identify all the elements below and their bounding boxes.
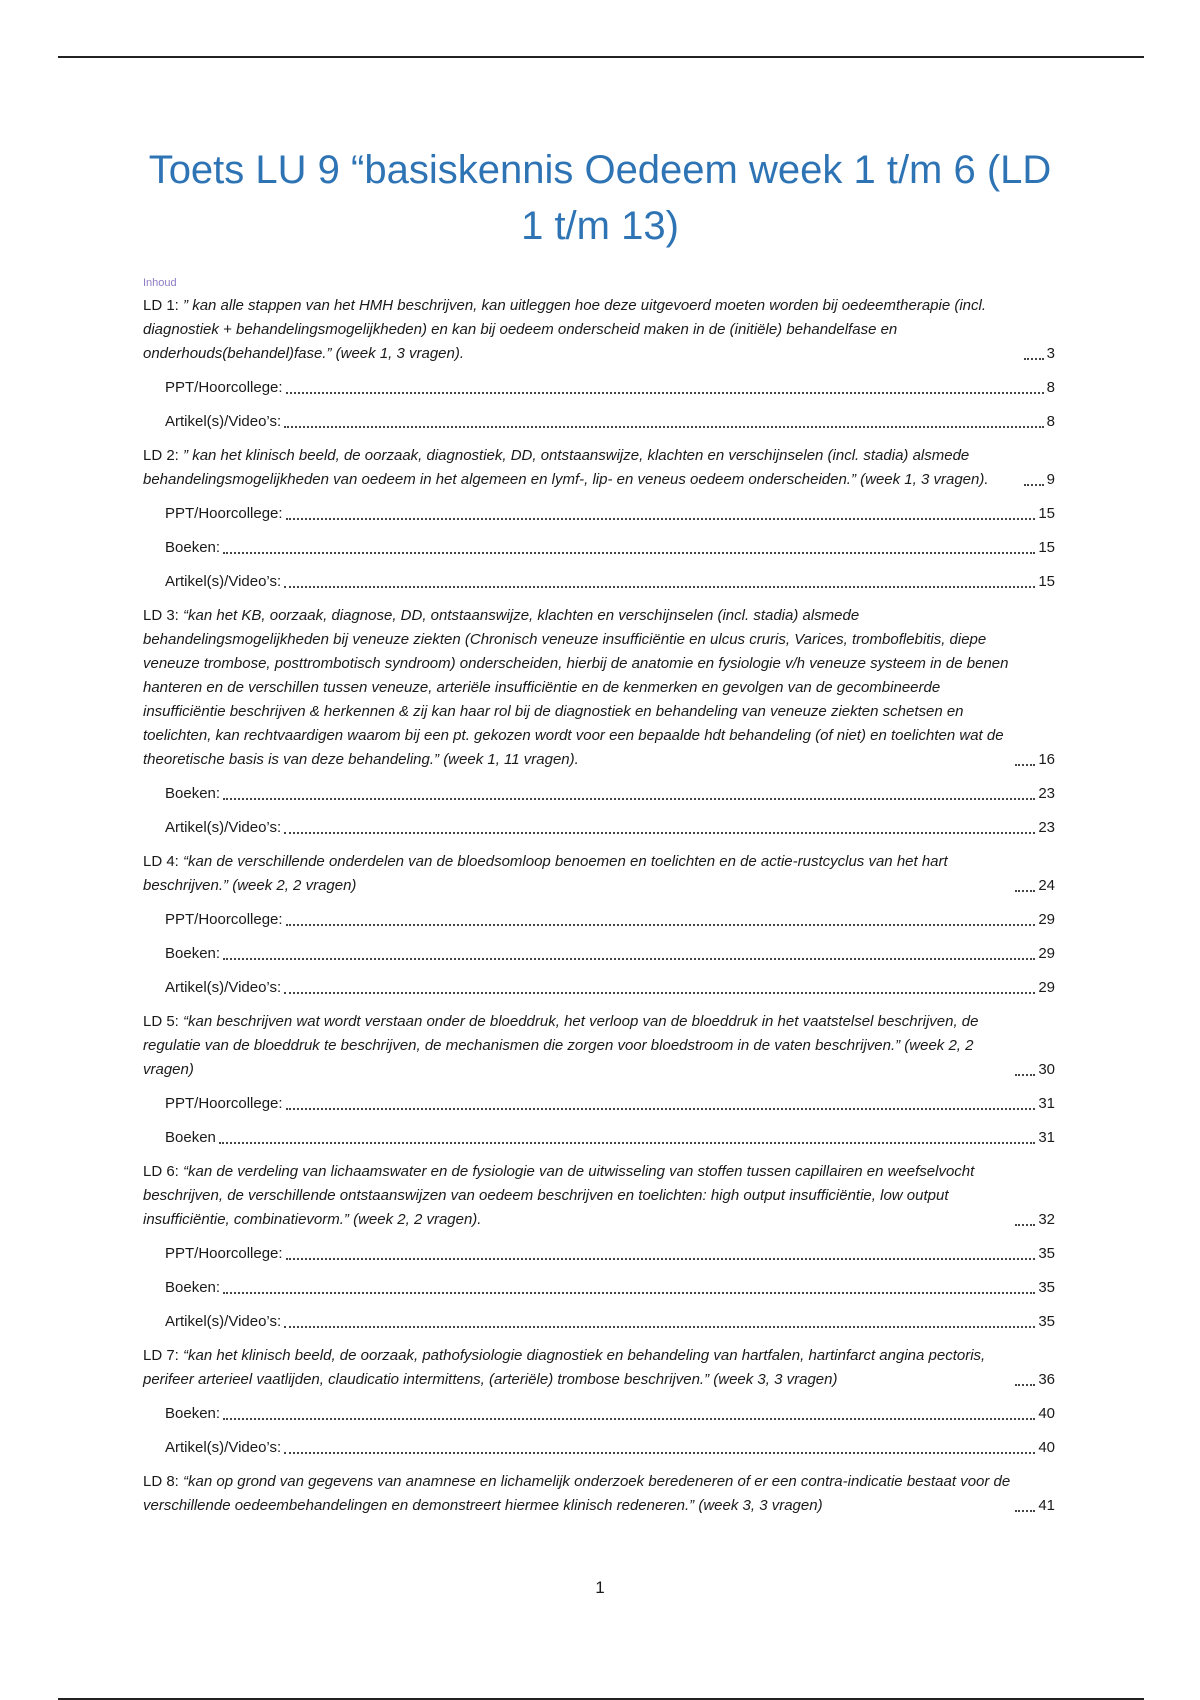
toc-dot-leader <box>286 1093 1036 1110</box>
toc-entry-text: Artikel(s)/Video’s: <box>165 1313 282 1330</box>
toc-page-number: 40 <box>1038 1405 1055 1422</box>
toc-entry-description: “kan het KB, oorzaak, diagnose, DD, ontstaanswijze, klachten en verschijnselen (incl. stadia) alsmede behandelingsmogelijkheden bij veneuze ziekten (Chronisch veneuze insufficiëntie en ulcus cruris, Varices, tromboflebitis, diepe veneuze trombose, posttrombotisch syndroom) onderscheiden, hierbij de anatomie en fysiologie v/h veneuze systeem in de benen hanteren en de verschillen tussen veneuze, arteriële insufficiëntie en de kenmerken en gevolgen van de gecombineerde insufficiëntie beschrijven & herkennen & zij kan haar rol bij de diagnostiek en behandeling van veneuze ziekten schetsen en toelichten, kan rechtvaardigen waarom bij een pt. gekozen wordt voor een bepaalde hdt behandeling (of niet) en toelichten wat de theoretische basis is van deze behandeling.” (week 1, 11 vragen). <box>143 607 1009 768</box>
toc-entry-text: Boeken: <box>165 1405 221 1422</box>
toc-dot-leader <box>284 411 1044 428</box>
header-rule <box>58 56 1144 58</box>
toc-dot-leader <box>219 1127 1035 1144</box>
toc-dot-leader <box>286 377 1044 394</box>
toc-dot-leader <box>223 1277 1035 1294</box>
toc-entry-text <box>143 444 1021 492</box>
toc-page-number: 35 <box>1038 1245 1055 1262</box>
toc-subentry[interactable] <box>143 1242 1055 1266</box>
toc-entry[interactable] <box>143 294 1055 366</box>
toc-dot-leader <box>1015 1059 1035 1076</box>
toc-page-number: 8 <box>1046 379 1055 396</box>
toc-subentry[interactable] <box>143 1276 1055 1300</box>
toc-entry-text: PPT/Hoorcollege: <box>165 1245 283 1262</box>
toc-entry-text <box>143 1344 1012 1392</box>
toc-dot-leader <box>284 571 1035 588</box>
toc-dot-leader <box>284 977 1035 994</box>
toc-entry-text: PPT/Hoorcollege: <box>165 911 283 928</box>
toc-dot-leader <box>1015 749 1035 766</box>
toc-dot-leader <box>286 909 1036 926</box>
toc-subentry[interactable] <box>143 908 1055 932</box>
toc-subentry[interactable] <box>143 1310 1055 1334</box>
toc-subentry[interactable] <box>143 1126 1055 1150</box>
toc-entry-ld-label: LD 8: <box>143 1473 179 1490</box>
toc-entry-ld-label: LD 1: <box>143 297 179 314</box>
toc-dot-leader <box>223 943 1035 960</box>
toc-entry-ld-label: LD 6: <box>143 1163 179 1180</box>
toc-entry[interactable] <box>143 1160 1055 1232</box>
toc-entry[interactable] <box>143 1470 1055 1518</box>
toc-page-number: 35 <box>1038 1279 1055 1296</box>
document-title: Toets LU 9 “basiskennis Oedeem week 1 t/m 6 (LD 1 t/m 13) <box>148 148 1052 248</box>
toc-dot-leader <box>1015 875 1035 892</box>
toc-page-number: 15 <box>1038 573 1055 590</box>
toc-page-number: 15 <box>1038 539 1055 556</box>
toc-entry-description: “kan beschrijven wat wordt verstaan onder de bloeddruk, het verloop van de bloeddruk in het vaatstelsel beschrijven, de regulatie van de bloeddruk te beschrijven, de mechanismen die zorgen voor bloedstroom in de vaten beschrijven.” (week 2, 2 vragen) <box>143 1013 979 1078</box>
toc-dot-leader <box>1015 1369 1035 1386</box>
toc-entry-text <box>143 1470 1012 1518</box>
toc-entry[interactable] <box>143 850 1055 898</box>
toc-entry-text <box>143 1160 1012 1232</box>
toc-dot-leader <box>284 1437 1035 1454</box>
toc-entry[interactable] <box>143 444 1055 492</box>
toc-subentry[interactable] <box>143 570 1055 594</box>
toc-page-number: 31 <box>1038 1095 1055 1112</box>
toc-page-number: 32 <box>1038 1211 1055 1228</box>
toc-entry-text: PPT/Hoorcollege: <box>165 1095 283 1112</box>
toc-dot-leader <box>284 1311 1035 1328</box>
toc-subentry[interactable] <box>143 816 1055 840</box>
toc-page-number: 41 <box>1038 1497 1055 1514</box>
toc-subentry[interactable] <box>143 536 1055 560</box>
toc-page-number: 36 <box>1038 1371 1055 1388</box>
toc-entry[interactable] <box>143 1344 1055 1392</box>
toc-entry-text: Artikel(s)/Video’s: <box>165 573 282 590</box>
toc-entry-text: Boeken: <box>165 539 221 556</box>
toc-entry-ld-label: LD 3: <box>143 607 179 624</box>
toc-dot-leader <box>286 503 1036 520</box>
toc-dot-leader <box>223 537 1035 554</box>
toc-subentry[interactable] <box>143 942 1055 966</box>
toc-subentry[interactable] <box>143 1402 1055 1426</box>
toc-page-number: 8 <box>1046 413 1055 430</box>
toc-entry-text <box>143 294 1021 366</box>
toc-entry-text <box>143 1010 1012 1082</box>
toc-entry-text: Boeken: <box>165 945 221 962</box>
toc-dot-leader <box>1015 1209 1035 1226</box>
toc-page-number: 16 <box>1038 751 1055 768</box>
toc-page-number: 40 <box>1038 1439 1055 1456</box>
toc-subentry[interactable] <box>143 1436 1055 1460</box>
table-of-contents <box>143 294 1055 1528</box>
toc-entry-text: Artikel(s)/Video’s: <box>165 1439 282 1456</box>
toc-dot-leader <box>223 1403 1035 1420</box>
toc-heading: Inhoud <box>143 277 177 289</box>
toc-dot-leader <box>1024 469 1044 486</box>
toc-entry-text: Boeken <box>165 1129 216 1146</box>
toc-entry-text: PPT/Hoorcollege: <box>165 379 283 396</box>
toc-entry[interactable] <box>143 604 1055 772</box>
toc-entry-text: Boeken: <box>165 785 221 802</box>
toc-subentry[interactable] <box>143 782 1055 806</box>
page-number: 1 <box>595 1578 605 1597</box>
toc-subentry[interactable] <box>143 976 1055 1000</box>
toc-entry-ld-label: LD 4: <box>143 853 179 870</box>
toc-page-number: 24 <box>1038 877 1055 894</box>
toc-page-number: 35 <box>1038 1313 1055 1330</box>
toc-entry-description: “kan op grond van gegevens van anamnese en lichamelijk onderzoek beredeneren of er een contra-indicatie bestaat voor de verschillende oedeembehandelingen en demonstreert hiermee klinisch redeneren.” (week 3, 3 vragen) <box>143 1473 1011 1514</box>
toc-entry-text: PPT/Hoorcollege: <box>165 505 283 522</box>
toc-entry-description: “kan de verdeling van lichaamswater en de fysiologie van de uitwisseling van stoffen tussen capillairen en weefselvocht beschrijven, de verschillende ontstaanswijzen van oedeem beschrijven en toelichten: high output insufficiëntie, low output insufficiëntie, combinatievorm.” (week 2, 2 vragen). <box>143 1163 975 1228</box>
toc-page-number: 29 <box>1038 945 1055 962</box>
toc-entry-text: Artikel(s)/Video’s: <box>165 413 282 430</box>
toc-page-number: 23 <box>1038 785 1055 802</box>
toc-page-number: 29 <box>1038 979 1055 996</box>
toc-entry-text <box>143 604 1012 772</box>
toc-dot-leader <box>223 783 1035 800</box>
toc-subentry[interactable] <box>143 410 1055 434</box>
toc-page-number: 15 <box>1038 505 1055 522</box>
toc-entry-text: Artikel(s)/Video’s: <box>165 819 282 836</box>
toc-subentry[interactable] <box>143 376 1055 400</box>
toc-dot-leader <box>286 1243 1036 1260</box>
toc-page-number: 3 <box>1046 345 1055 362</box>
toc-entry-ld-label: LD 2: <box>143 447 179 464</box>
toc-entry-text: Boeken: <box>165 1279 221 1296</box>
toc-entry-description: ” kan alle stappen van het HMH beschrijven, kan uitleggen hoe deze uitgevoerd moeten worden bij oedeemtherapie (incl. diagnostiek + behandelingsmogelijkheden) en kan bij oedeem onderscheid maken in de (initiële) behandelfase en onderhouds(behandel)fase.” (week 1, 3 vragen). <box>143 297 987 362</box>
toc-page-number: 31 <box>1038 1129 1055 1146</box>
toc-page-number: 30 <box>1038 1061 1055 1078</box>
toc-dot-leader <box>1015 1495 1035 1512</box>
toc-dot-leader <box>284 817 1035 834</box>
toc-entry-description: “kan het klinisch beeld, de oorzaak, pathofysiologie diagnostiek en behandeling van hartfalen, hartinfarct angina pectoris, perifeer arterieel vaatlijden, claudicatio intermittens, (arteriële) trombose beschrijven.” (week 3, 3 vragen) <box>143 1347 986 1388</box>
toc-subentry[interactable] <box>143 1092 1055 1116</box>
toc-page-number: 29 <box>1038 911 1055 928</box>
toc-page-number: 23 <box>1038 819 1055 836</box>
toc-entry-ld-label: LD 7: <box>143 1347 179 1364</box>
toc-entry-text <box>143 850 1012 898</box>
toc-entry[interactable] <box>143 1010 1055 1082</box>
toc-entry-text: Artikel(s)/Video’s: <box>165 979 282 996</box>
toc-dot-leader <box>1024 343 1044 360</box>
toc-page-number: 9 <box>1046 471 1055 488</box>
toc-subentry[interactable] <box>143 502 1055 526</box>
toc-entry-description: ” kan het klinisch beeld, de oorzaak, diagnostiek, DD, ontstaanswijze, klachten en verschijnselen (incl. stadia) alsmede behandelingsmogelijkheden van oedeem in het algemeen en lymf-, lip- en veneus oedeem onderscheiden.” (week 1, 3 vragen). <box>143 447 989 488</box>
toc-entry-ld-label: LD 5: <box>143 1013 179 1030</box>
toc-entry-description: “kan de verschillende onderdelen van de bloedsomloop benoemen en toelichten en de actie-rustcyclus van het hart beschrijven.” (week 2, 2 vragen) <box>143 853 948 894</box>
